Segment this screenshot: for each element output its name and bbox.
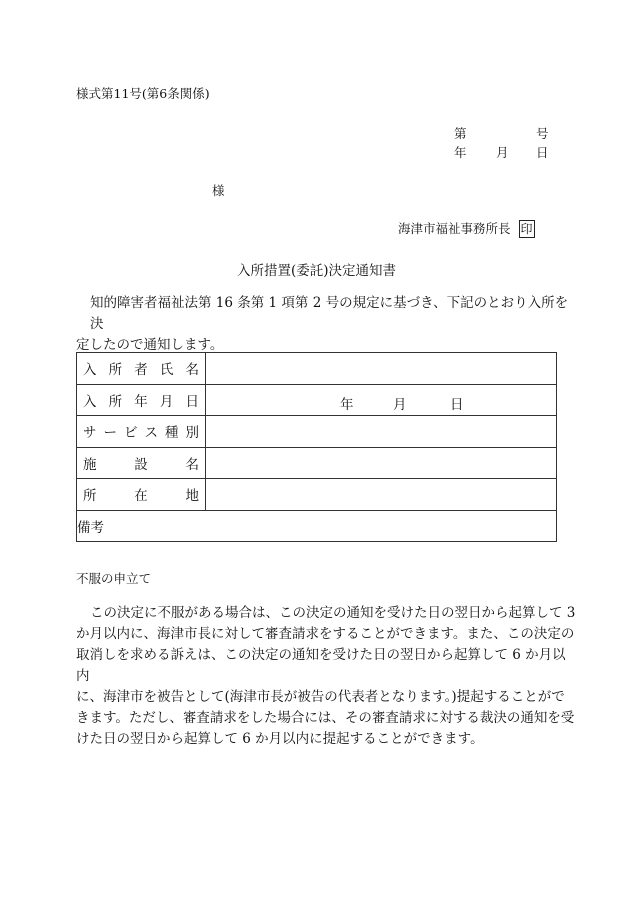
date-month: 月 xyxy=(393,396,407,413)
sender-name: 海津市福祉事務所長 xyxy=(398,221,511,236)
table-row xyxy=(77,416,557,448)
objection-line: けた日の翌日から起算して 6 か月以内に提起することができます。 xyxy=(76,731,484,747)
objection-heading: 不服の申立て xyxy=(76,571,152,586)
header-month: 月 xyxy=(496,145,509,160)
address-field[interactable] xyxy=(206,479,557,511)
remarks-field[interactable] xyxy=(77,510,557,542)
service-type-label: サ ー ビ ス 種 別 xyxy=(77,416,206,448)
objection-line: きます。ただし、審査請求をした場合には、その審査請求に対する裁決の通知を受 xyxy=(76,710,575,726)
service-type-field[interactable] xyxy=(206,416,557,448)
objection-paragraph xyxy=(76,603,576,750)
objection-line: この決定に不服がある場合は、この決定の通知を受けた日の翌日から起算して 3 xyxy=(90,605,576,621)
recipient-honorific: 様 xyxy=(212,183,225,198)
facility-name-field[interactable] xyxy=(206,447,557,479)
objection-line: 取消しを求める訴えは、この決定の通知を受けた日の翌日から起算して 6 か月以内 xyxy=(76,647,566,684)
admission-date-label: 入 所 年 月 日 xyxy=(77,384,206,416)
table-row xyxy=(77,479,557,511)
objection-line: に、海津市を被告として(海津市長が被告の代表者となります。)提起することがで xyxy=(76,689,565,705)
facility-name-label: 施 設 名 xyxy=(77,447,206,479)
intro-line: 定したので通知します。 xyxy=(76,337,224,353)
admission-date-field[interactable] xyxy=(206,384,557,416)
number-suffix: 号 xyxy=(536,126,549,141)
resident-name-label: 入 所 者 氏 名 xyxy=(77,353,206,385)
header-year: 年 xyxy=(454,145,467,160)
resident-name-field[interactable] xyxy=(206,353,557,385)
document-title: 入所措置(委託)決定通知書 xyxy=(237,263,397,279)
address-label: 所 在 地 xyxy=(77,479,206,511)
seal-stamp: 印 xyxy=(520,222,533,236)
remarks-label: 備考 xyxy=(77,519,104,536)
number-prefix: 第 xyxy=(454,126,467,141)
intro-paragraph xyxy=(76,293,576,356)
objection-line: か月以内に、海津市長に対して審査請求をすることができます。また、この決定の xyxy=(76,626,575,642)
table-row xyxy=(77,447,557,479)
sender xyxy=(398,219,535,238)
date-day: 日 xyxy=(450,396,464,413)
form-number: 様式第11号(第6条関係) xyxy=(76,86,210,101)
table-row xyxy=(77,510,557,542)
date-year: 年 xyxy=(340,396,354,413)
intro-line: 知的障害者福祉法第 16 条第 1 項第 2 号の規定に基づき、下記のとおり入所を決 xyxy=(90,295,569,332)
admission-info-table xyxy=(76,352,557,542)
header-day: 日 xyxy=(536,145,549,160)
table-row xyxy=(77,353,557,385)
table-row xyxy=(77,384,557,416)
